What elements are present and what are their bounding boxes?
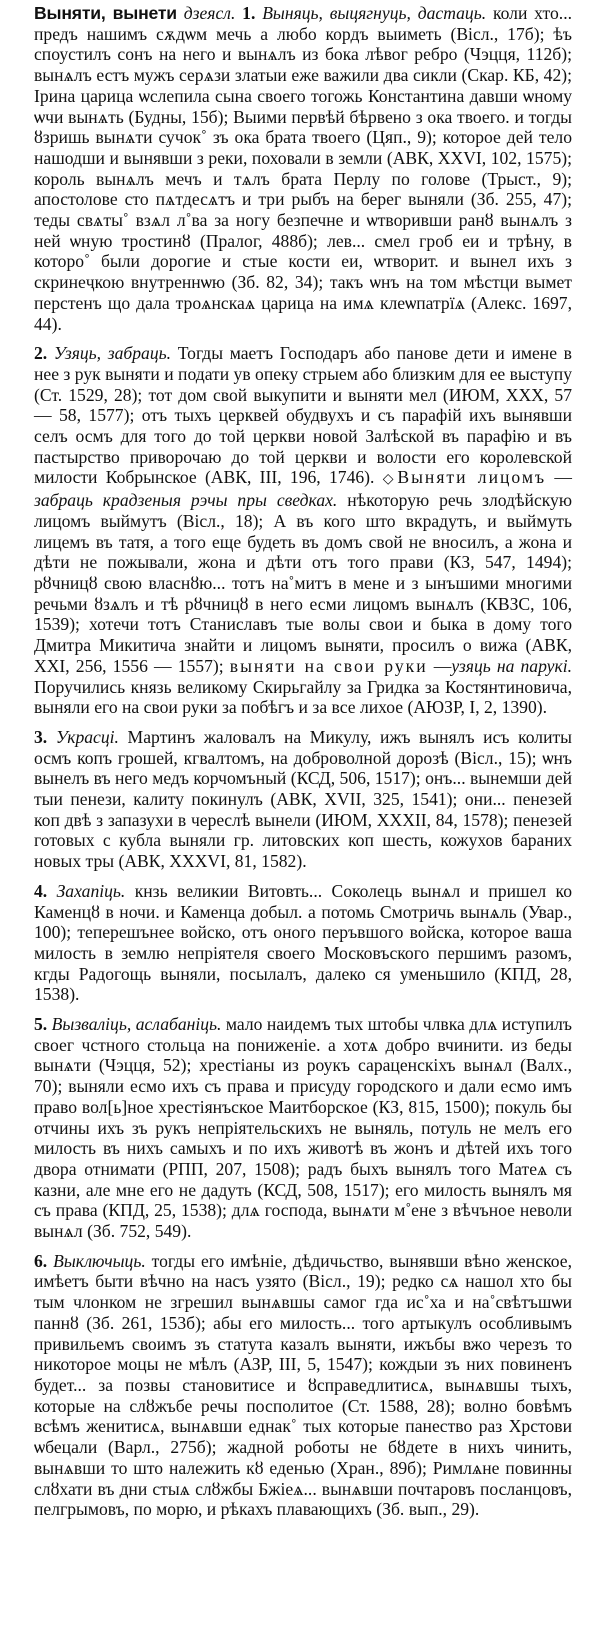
dash: — bbox=[433, 655, 452, 676]
sense-6 bbox=[34, 1251, 572, 1520]
sense-citations: Тогды маетъ Господаръ або панове дети и имене в нее з рук выняти и подати ув опеку стрыем або близким для ее выступу (Ст. 1529, 28); тот дом свой выкупити и выняти мел (ИЮМ, XXX, 57 — 58, 1577); отъ тыхъ церквей обудвухъ и съ парафій ихъ вынявши селъ осмъ для того до той церкви новой Залѣской въ парафію и въ пастырство приворочаю до той церкви и волости его королевской милости Кобрынское (АВК, III, 196, 1746). bbox=[34, 343, 572, 488]
dash: — bbox=[554, 467, 572, 488]
phrase-gloss: узяць на парукі. bbox=[451, 655, 572, 676]
sense-citations: тогды его имѣніе, дѣдичьство, вынявши вѣно женское, имѣетъ быти вѣчно на насъ узято (Вісл., 19); редко сѧ нашол хто бы тым члонком не згрешил вынѧвшы самог гда ис˚ха и на˚свѣтъшѡи паннȣ (Зб. 261, 153б); абы его милость... того артыкулъ особливымъ привильемъ своимъ зъ статута казалъ выняти, ижъбы вжо черезъ то никоторое моцы не мѣлъ (АЗР, III, 5, 1547); кождыи зъ них повиненъ будет... за позвы становитисе и ȣсправедлитисѧ, вынѧвшы тыхъ, которые на слȣжъбе речы посполитое (Ст. 1588, 28); волно бовѣмъ всѣмъ женитисѧ, вынѧвши еднак˚ тых которые панеcтво раз Хрстови ѡбецали (Варл., 275б); жадной роботы не бȣдете в нихъ чинить, вынѧвши то што належить кȣ еденью (Хран., 89б); Римлѧне повинны слȣхати въ дни стыѧ слȣжбы Бжіеѧ... вынѧвши почтаровъ посланцовъ, пелгрымовъ, по морю, и рѣкахъ плавающихъ (Зб. вып., 29). bbox=[34, 1250, 572, 1520]
sense-number: 3. bbox=[34, 726, 48, 747]
sense-citations: Мартинъ жаловалъ на Микулу, ижъ вынялъ исъ колиты осмъ копъ грошей, кгвалтомъ, на доброволной дорозѣ (Вісл., 15); ѡнъ вынелъ въ него медъ корчомъный (КСД, 506, 1517); онъ... вынемши дей тыи пенези, калиту покинулъ (АВК, XVII, 325, 1541); они... пенезей коп двѣ з запазухи в черeслѣ вынели (ИЮМ, XXXII, 84, 1578); пенезей готовых с кубла выняли гр. литовских коп шесть, кожухов бараних новых тры (АВК, XXXVI, 81, 1582). bbox=[34, 726, 573, 872]
grammar-label: дзеясл. bbox=[183, 3, 236, 23]
sense-number: 4. bbox=[34, 880, 48, 901]
sense-5 bbox=[34, 1014, 572, 1242]
sense-4 bbox=[34, 881, 572, 1005]
sense-gloss: Захапіць. bbox=[56, 880, 126, 901]
sense-2 bbox=[34, 343, 572, 718]
phrase-gloss: забраць крадзеныя рэчы пры сведках. bbox=[34, 490, 338, 511]
phrase-headword: Выняти лицомъ bbox=[397, 467, 547, 488]
sense-number: 1. bbox=[242, 3, 256, 23]
entry-headword: Выняти, вынети bbox=[34, 3, 177, 23]
sense-number: 2. bbox=[34, 343, 48, 364]
phrase-citations: Поручилиcь князь великому Скирьгайлу за Гридка за Костянтиновича, выняли его на свои руки за побѣгъ и за все лихое (АЮЗР, I, 2, 1390). bbox=[34, 676, 572, 718]
lozenge-icon: ◇ bbox=[382, 471, 398, 488]
sense-gloss: Выняць, выцягнуць, дастаць. bbox=[262, 3, 487, 23]
sense-number: 5. bbox=[34, 1014, 48, 1035]
phrase-headword: выняти на свои руки bbox=[229, 655, 428, 676]
sense-1 bbox=[34, 3, 572, 334]
sense-citations: коли хто... предъ нашимъ сѫдѡм мечь а любо кордъ выиметь (Вісл., 17б); ѣъ споустилъ сонъ на него и вынѧлъ из бока лѣвог ребро (Чэцця, 112б); вынѧлъ естъ мужъ серѧзи златыи еже важили два сикли (Скар. КБ, 42); Ірина царица ѡслепила сына своего тогожь Константина давши ѡному ѡчи вынѧть (Будны, 15б); Выими первѣй бѣрвено з ока твоего. и тогды ȣзришь вынѧти сучок˚ зъ ока брата твоего (Цяп., 9); которое дей тело нашодши и вынявши з реки, поховали в земли (АВК, XXVI, 102, 1575); король вынѧлъ мечъ и тѧлъ брата Перлу по голове (Трыст., 9); апостолове сто пѧтдесѧтъ и три рыбъ на берег выняли (Зб. 255, 47); теды свѧты˚ взѧл л˚ва за ногу безпечне и ѡтворивши ранȣ вынѧлъ з ней ѡную тростинȣ (Пралог, 488б); лев... смел гроб еи и трѣну, в которо˚ были дорогие и стые кости еи, ѡтворит. и вынел ихъ з скринеҷкою внутреннѡю (Зб. 82, 34); такъ ѡнъ на том мѣстци вымет перстенъ що дала троѧнскаѧ царица на имѧ клеѡпатрїѧ (Алекс. 1697, 44). bbox=[34, 3, 572, 334]
sense-gloss: Выключыць. bbox=[53, 1250, 146, 1271]
phrase-citations: нѣкоторую речь злодѣйскую лицомъ выймутъ (Вісл., 18); А въ кого што вкрадуть, и выймуть лицемъ въ татя, а того еще будеть въ домъ свой не вносилъ, а жона и дѣти не пожывали, жона и дѣти отъ того прави (КЗ, 547, 1494); рȣчницȣ свою власнȣю... тотъ на˚митъ в мене и з ынъшими многими речьми ȣзѧлъ и тѣ рȣчницȣ в него есми лицомъ вынѧлъ (КВЗС, 106, 1539); хотечи тотъ Станиславъ тые волы свои и быка в дому того Дмитра Микитича знайти и лицомъ выняти, просилъ о вижа (АВК, XXI, 256, 1556 — 1557); bbox=[34, 490, 572, 676]
sense-gloss: Узяць, забраць. bbox=[53, 343, 172, 364]
sense-gloss: Вызваліць, аслабаніць. bbox=[51, 1014, 222, 1035]
sense-3 bbox=[34, 727, 572, 872]
sense-citations: мало наидемъ тых штобы члвка длѧ иступилъ своег чстного стольца на пониженіе. а хотѧ добро вчинити. из беды вынѧти (Чэцця, 52); хрестіаны из роукъ сараценскіхъ вынѧл (Валх., 70); выняли есмо ихъ съ права и присуду городского и дали есмо имъ право вол[ь]ное хрестіянъское Маитборское (КЗ, 815, 1500); покуль бы отчины ихъ зъ рукъ непріятельскихъ не выняль, потуль не мелъ его милость въ нихъ самыхъ и по ихъ животѣ въ жонъ и дѣтей ихъ того двора отнимати (РПП, 207, 1508); радъ быхъ вынялъ того Матеѧ съ казни, але мне его не дадуть (КСД, 508, 1517); его милость вынялъ мя съ права (КПД, 25, 1538); длѧ господа, вынѧти м˚ене з вѣчъное неволи вынѧл (Зб. 752, 549). bbox=[34, 1014, 572, 1242]
sense-citations: кнзь великии Витовть... Соколець вынѧл и пришел ко Каменцȣ в ночи. и Каменца добыл. а потомь Смотричь вынѧль (Увар., 100); теперешънее войско, отъ оного перъвшого войска, которое ваша милость в землю непріятеля своего Московъского першимъ разомъ, кгды Радогощь выняли, посылалъ, далеко ся уменьшило (КПД, 28, 1538). bbox=[34, 880, 572, 1005]
dictionary-entry bbox=[34, 3, 572, 1520]
sense-gloss: Украсці. bbox=[55, 726, 119, 747]
sense-number: 6. bbox=[34, 1250, 48, 1271]
